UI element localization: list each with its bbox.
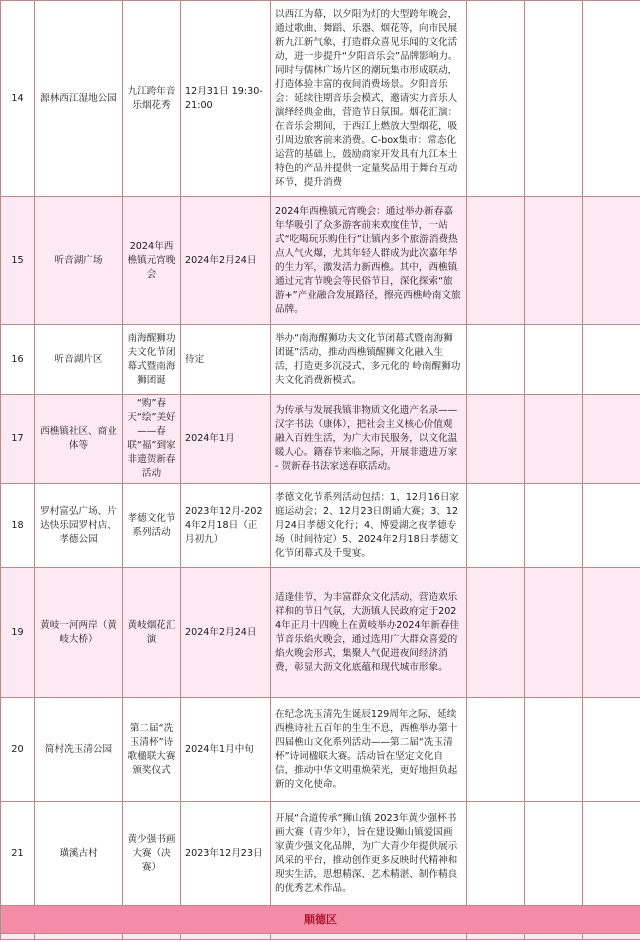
empty-cell xyxy=(467,568,525,698)
row-description: 在纪念冼玉清先生诞辰129周年之际，延续西樵诗社五百年的生生不息，西樵举办第十四届樵山文化系列活动——第二届“冼玉清杯”诗词楹联大赛。活动旨在坚定文化自信，推动中华文明重焕荣光，更好地担负起新的文化使命。 xyxy=(271,698,467,802)
row-description: 孝德文化节系列活动包括：1、12月16日家庭运动会；2、12月23日朗诵大赛；3、12月24日孝德文化行；4、博爱湖之夜孝德专场（时间待定）5、2024年2月18日孝德文化节闭幕式及千叟宴。 xyxy=(271,484,467,568)
table-row xyxy=(1,197,640,325)
row-time: 2024年2月24日 xyxy=(181,568,271,698)
row-time: 2024年2月24日 xyxy=(181,197,271,325)
row-location: 听音湖片区 xyxy=(35,325,123,395)
row-location: 听音湖广场 xyxy=(35,197,123,325)
empty-cell xyxy=(467,698,525,802)
row-time: 2023年12月23日 xyxy=(181,802,271,906)
empty-cell xyxy=(181,934,271,940)
table-row xyxy=(1,934,640,940)
empty-cell xyxy=(525,802,583,906)
empty-cell xyxy=(467,1,525,197)
row-event-name: 第二届“冼玉清杯”诗歌楹联大赛颁奖仪式 xyxy=(123,698,181,802)
table-row xyxy=(1,1,640,197)
empty-cell xyxy=(525,197,583,325)
table-row xyxy=(1,568,640,698)
section-title: 顺德区 xyxy=(1,906,640,934)
empty-cell xyxy=(525,934,583,940)
empty-cell xyxy=(583,568,640,698)
empty-cell xyxy=(583,325,640,395)
empty-cell xyxy=(525,1,583,197)
row-event-name: 孝德文化节系列活动 xyxy=(123,484,181,568)
row-location: 璜溪古村 xyxy=(35,802,123,906)
empty-cell xyxy=(123,934,181,940)
empty-cell xyxy=(271,934,467,940)
row-event-name: 黄少强书画大赛（决赛） xyxy=(123,802,181,906)
row-number: 19 xyxy=(1,568,35,698)
section-header-row xyxy=(1,906,640,934)
empty-cell xyxy=(467,395,525,484)
row-description: 2024年西樵镇元宵晚会：通过举办新春嘉年华吸引了众多游客前来欢度佳节，一站式“吃喝玩乐购住行”让镇内多个旅游消费热点人气火爆，尤其年轻人群成为此次嘉年华的生力军，激发活力新西樵。其中，西樵镇通过元宵节晚会等民俗节日，深化探索“旅游+”产业融合发展路径，擦亮西樵岭南文旅品牌。 xyxy=(271,197,467,325)
row-event-name: 黄岐烟花汇演 xyxy=(123,568,181,698)
row-description: 以西江为幕，以夕阳为灯的大型跨年晚会，通过歌曲、舞蹈、乐器、烟花等，向市民展新九江新气象，打造群众喜见乐闻的文化活动，进一步提升“夕阳音乐会”品牌影响力。同时与儒林广场片区的潮玩集市形成联动，打造体验丰富的夜间消费场景。夕阳音乐会：延续往期音乐会模式，邀请实力音乐人演绎经典金曲，营造节日氛围。烟花汇演：在音乐会期间，于西江上燃放大型烟花，吸引周边旅客前来消费。C-box集市：常态化运营的基础上，鼓励商家开发具有九江本土特色的产品并提供一定量奖品用于舞台互动环节，提升消费 xyxy=(271,1,467,197)
row-event-name: 2024年西樵镇元宵晚会 xyxy=(123,197,181,325)
empty-cell xyxy=(467,197,525,325)
empty-cell xyxy=(583,1,640,197)
empty-cell xyxy=(467,934,525,940)
row-description: 适逢佳节，为丰富群众文化活动，营造欢乐祥和的节日气氛，大沥镇人民政府定于2024年正月十四晚上在黄岐举办2024年新春佳节音乐焰火晚会，通过选用广大群众喜爱的焰火晚会形式，集聚人气促进夜间经济消费，彰显大沥文化底蕴和现代城市形象。 xyxy=(271,568,467,698)
empty-cell xyxy=(583,802,640,906)
row-time: 2024年1月中旬 xyxy=(181,698,271,802)
row-event-name: 南海醒狮功夫文化节闭幕式暨南海狮团诞 xyxy=(123,325,181,395)
row-location: 黄岐一河两岸（黄岐大桥） xyxy=(35,568,123,698)
empty-cell xyxy=(583,484,640,568)
row-time: 2023年12月-2024年2月18日（正月初九） xyxy=(181,484,271,568)
empty-cell xyxy=(583,197,640,325)
empty-cell xyxy=(1,934,35,940)
table-row xyxy=(1,395,640,484)
empty-cell xyxy=(467,484,525,568)
row-time: 12月31日 19:30-21:00 xyxy=(181,1,271,197)
empty-cell xyxy=(525,568,583,698)
empty-cell xyxy=(583,934,640,940)
row-event-name: 九江跨年音乐烟花秀 xyxy=(123,1,181,197)
empty-cell xyxy=(35,934,123,940)
row-number: 20 xyxy=(1,698,35,802)
empty-cell xyxy=(525,484,583,568)
empty-cell xyxy=(467,325,525,395)
table-row xyxy=(1,698,640,802)
row-location: 西樵镇社区、商业体等 xyxy=(35,395,123,484)
table-row xyxy=(1,802,640,906)
row-location: 罗村富弘广场、片达快乐园罗村店、孝德公园 xyxy=(35,484,123,568)
row-number: 21 xyxy=(1,802,35,906)
table-row xyxy=(1,325,640,395)
row-time: 待定 xyxy=(181,325,271,395)
row-number: 14 xyxy=(1,1,35,197)
row-description: 开展“合道传承”狮山镇 2023年黄少强杯书画大赛（青少年），旨在建设狮山镇爱国画家黄少强文化品牌，为广大青少年提供展示风采的平台，推动创作更多反映时代精神和现实生活，思想精深、艺术精湛、制作精良的优秀艺术作品。 xyxy=(271,802,467,906)
empty-cell xyxy=(583,395,640,484)
row-number: 17 xyxy=(1,395,35,484)
empty-cell xyxy=(583,698,640,802)
row-location: 简村冼玉清公园 xyxy=(35,698,123,802)
row-event-name: “购”春天“绘”美好——春联“福”到家非遗贺新春活动 xyxy=(123,395,181,484)
row-location: 源林西江湿地公园 xyxy=(35,1,123,197)
empty-cell xyxy=(525,698,583,802)
row-description: 举办“南海醒狮功夫文化节闭幕式暨南海狮团诞”活动，推动西樵镇醒狮文化融入生活，打造更多沉浸式、多元化的 岭南醒狮功夫文化消费新模式。 xyxy=(271,325,467,395)
row-description: 为传承与发展我镇非物质文化遗产名录——汉字书法（康体），把社会主义核心价值观融入百姓生活，为广大市民服务，以文化温暖人心。籍春节来临之际，开展非遗进万家 - 贺新春书法家送春联活动。 xyxy=(271,395,467,484)
empty-cell xyxy=(525,395,583,484)
row-number: 18 xyxy=(1,484,35,568)
table-row xyxy=(1,484,640,568)
empty-cell xyxy=(467,802,525,906)
empty-cell xyxy=(525,325,583,395)
row-time: 2024年1月 xyxy=(181,395,271,484)
row-number: 15 xyxy=(1,197,35,325)
row-number: 16 xyxy=(1,325,35,395)
